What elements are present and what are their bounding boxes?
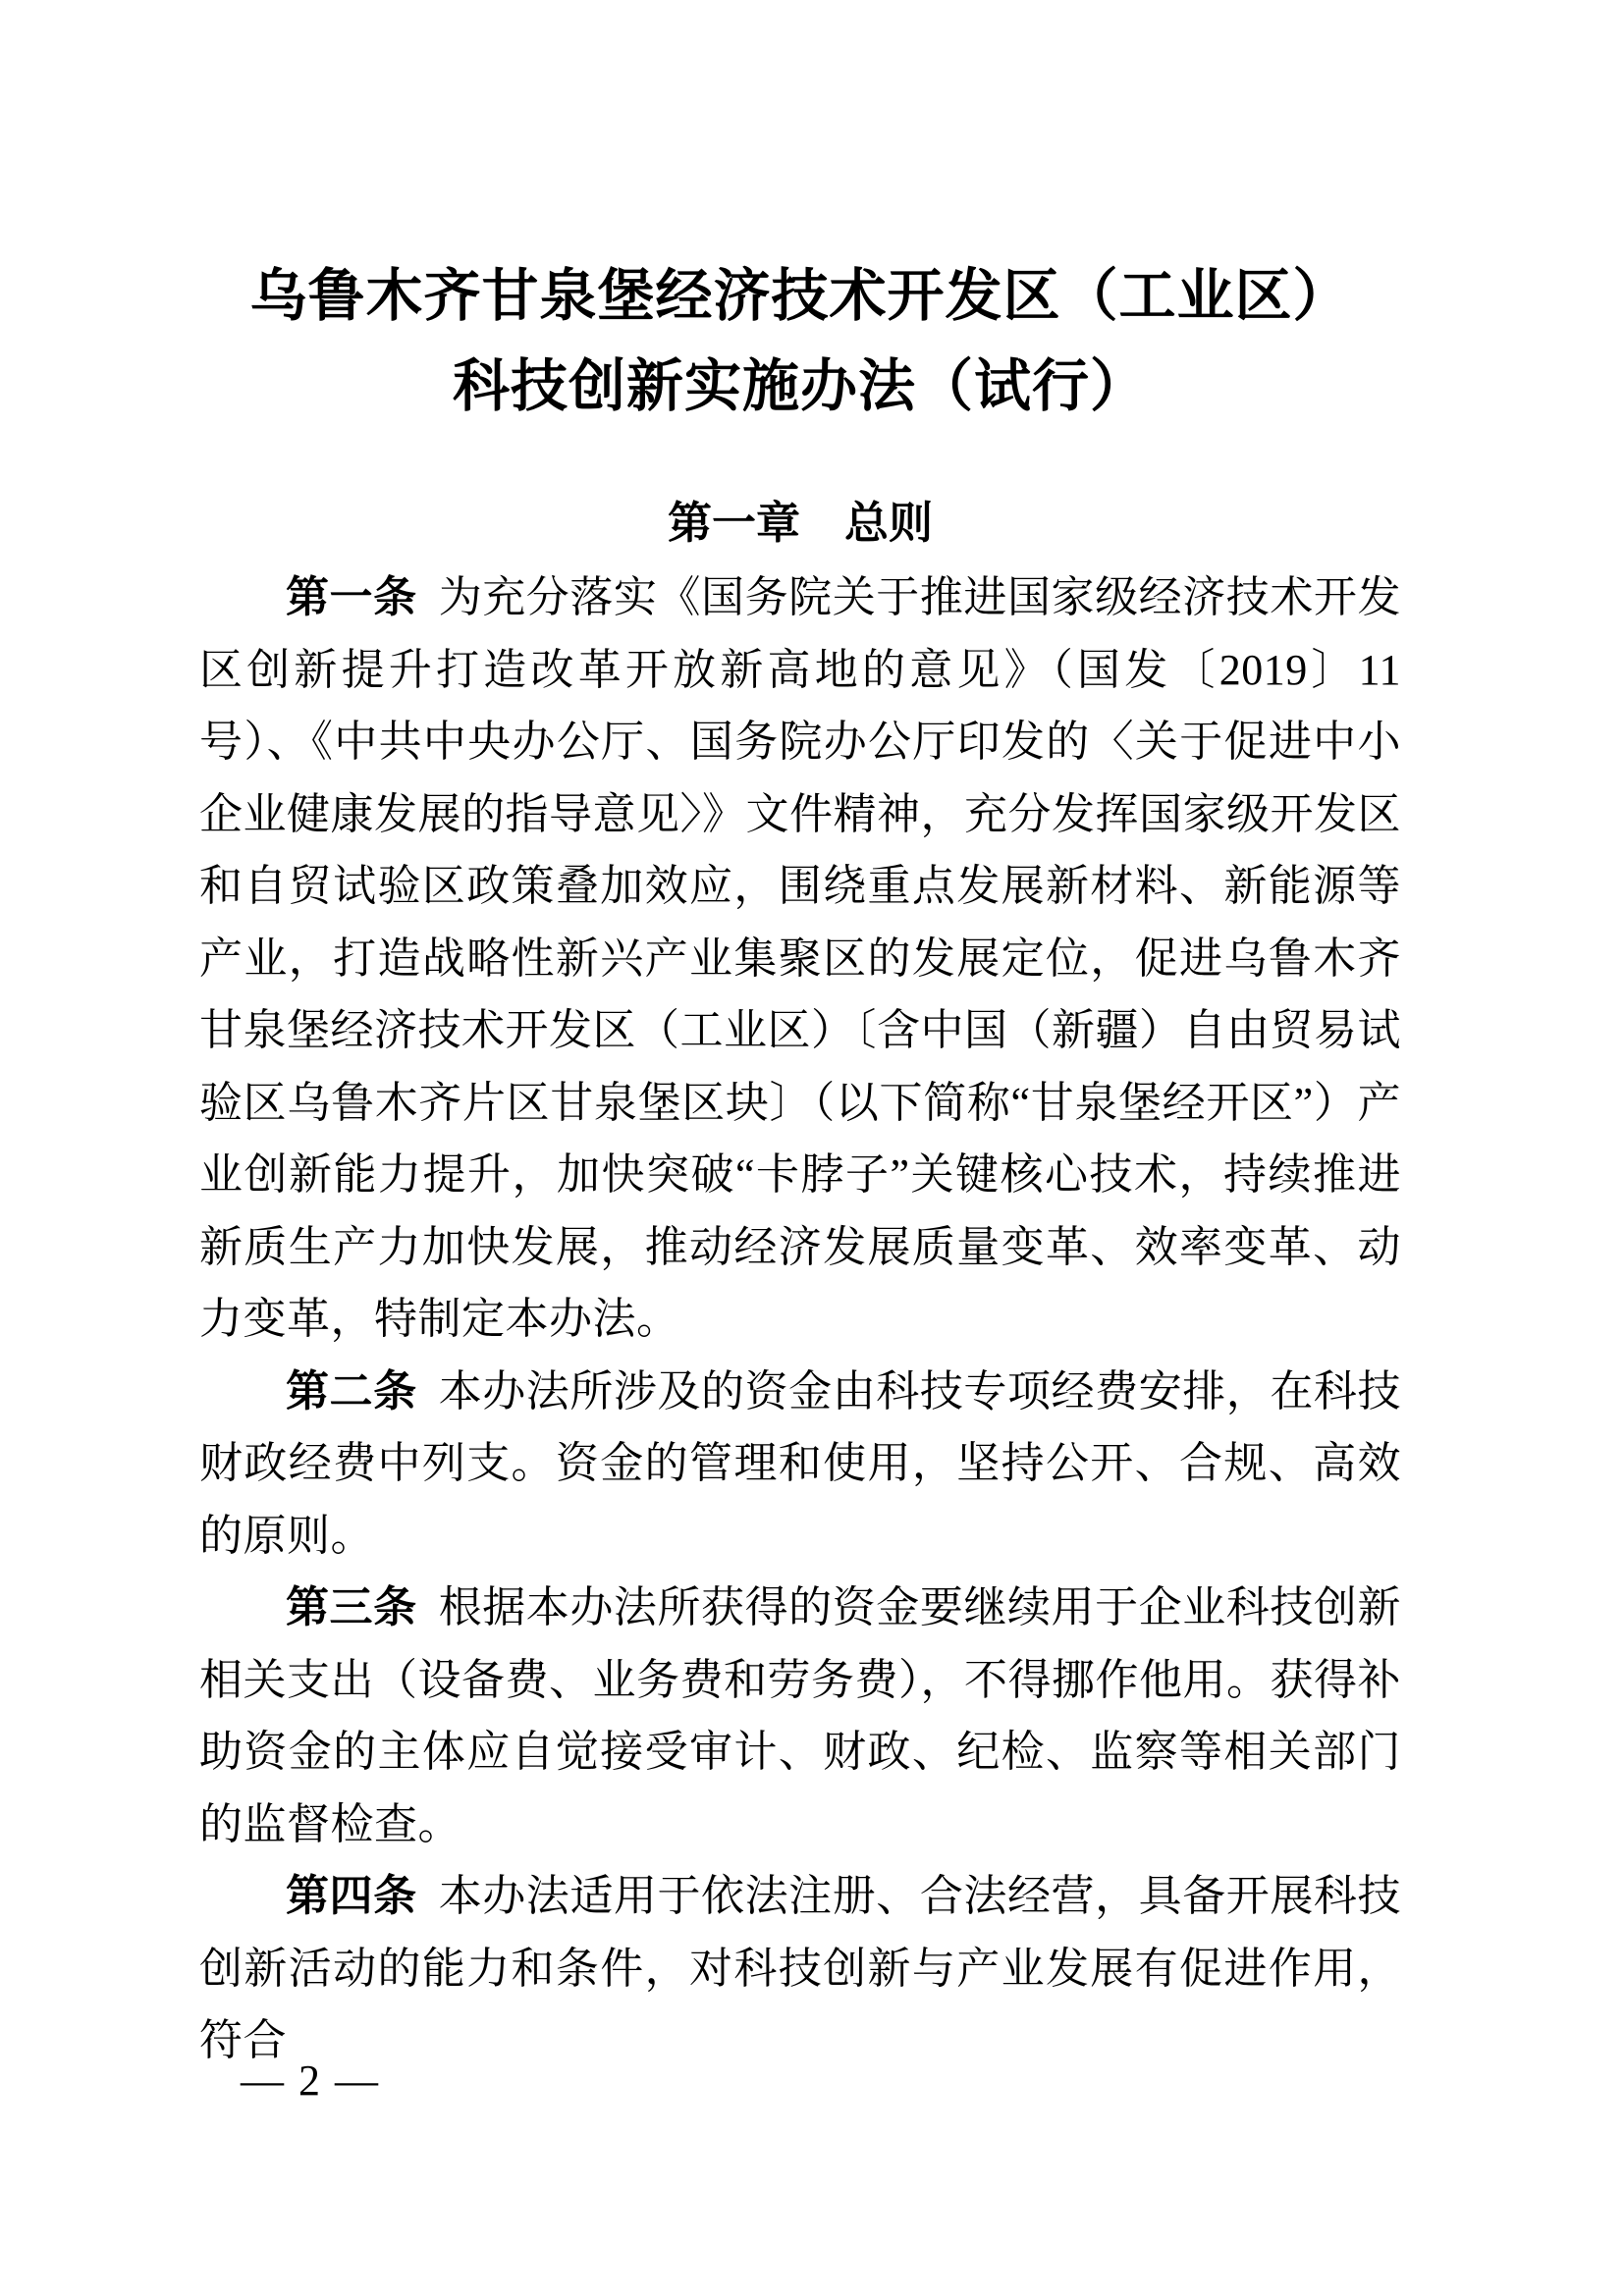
article-4-label: 第四条 bbox=[286, 1872, 417, 1920]
document-content bbox=[199, 0, 1401, 2077]
document-body bbox=[199, 561, 1401, 2077]
article-2-text: 本办法所涉及的资金由科技专项经费安排，在科技财政经费中列支。资金的管理和使用，坚持公开、合规、高效的原则。 bbox=[199, 1366, 1401, 1560]
chapter-heading: 第一章 总则 bbox=[667, 498, 933, 548]
article-1-text: 为充分落实《国务院关于推进国家级经济技术开发区创新提升打造改革开放新高地的意见》（国发〔2019〕11 号）、《中共中央办公厅、国务院办公厅印发的〈关于促进中小企业健康发展的指导意见〉》文件精神，充分发挥国家级开发区和自贸试验区政策叠加效应，围绕重点发展新材料、新能源等产业，打造战略性新兴产业集聚区的发展定位，促进乌鲁木齐甘泉堡经济技术开发区（工业区）〔含中国（新疆）自由贸易试验区乌鲁木齐片区甘泉堡区块〕（以下简称“甘泉堡经开区”）产业创新能力提升，加快突破“卡脖子”关键核心技术，持续推进新质生产力加快发展，推动经济发展质量变革、效率变革、动力变革，特制定本办法。 bbox=[199, 573, 1401, 1343]
article-2 bbox=[199, 1356, 1401, 1573]
article-2-label: 第二条 bbox=[286, 1366, 417, 1415]
page-number: — 2 — bbox=[241, 2056, 380, 2105]
article-3 bbox=[199, 1572, 1401, 1860]
document-title-line-1: 乌鲁木齐甘泉堡经济技术开发区（工业区） bbox=[249, 264, 1351, 328]
article-3-text: 根据本办法所获得的资金要继续用于企业科技创新相关支出（设备费、业务费和劳务费），不得挪作他用。获得补助资金的主体应自觉接受审计、财政、纪检、监察等相关部门的监督检查。 bbox=[199, 1583, 1401, 1848]
document-title bbox=[199, 251, 1401, 432]
document-title-line-2: 科技创新实施办法（试行） bbox=[452, 354, 1148, 418]
article-1 bbox=[199, 561, 1401, 1356]
article-4-text: 本办法适用于依法注册、合法经营，具备开展科技创新活动的能力和条件，对科技创新与产业发展有促进作用，符合 bbox=[199, 1872, 1401, 2064]
article-3-label: 第三条 bbox=[286, 1583, 417, 1631]
article-4 bbox=[199, 1860, 1401, 2077]
article-1-label: 第一条 bbox=[286, 573, 417, 621]
